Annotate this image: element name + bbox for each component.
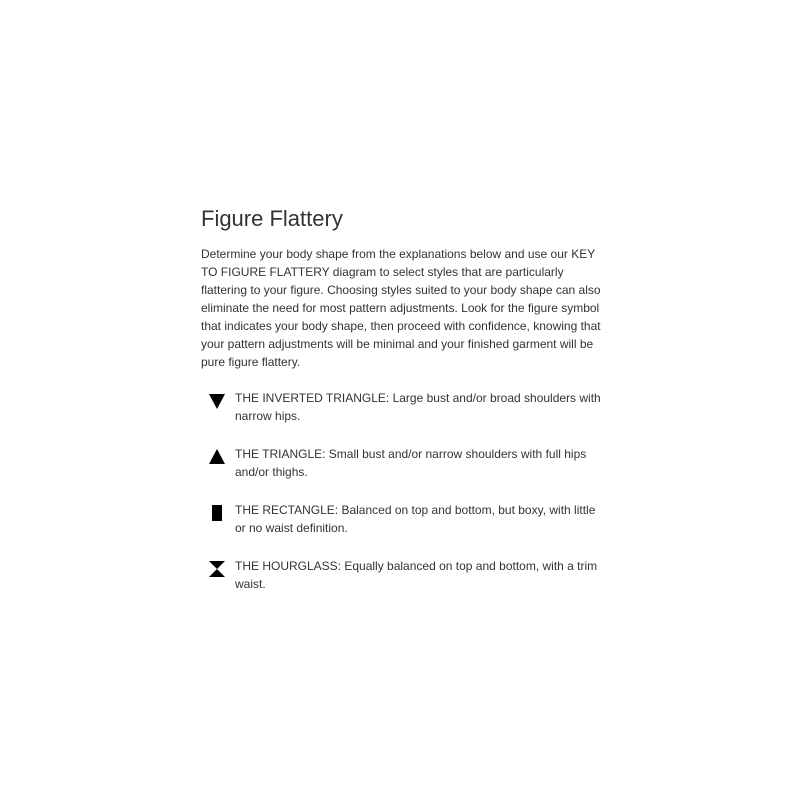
intro-paragraph: Determine your body shape from the explanations below and use our KEY TO FIGURE FLATTERY diagram to select styles that are particularly flattering to your figure. Choosing styles suited to your body shape can also eliminate the need for most pattern adjustments. Look for the figure symbol that indicates your body shape, then proceed with confidence, knowing that your pattern adjustments will be minimal and your finished garment will be pure figure flattery. [201,247,601,369]
list-item-hourglass [201,557,611,593]
list-item-text: THE RECTANGLE: Balanced on top and bottom, but boxy, with little or no waist definition. [235,503,596,535]
list-item-text: THE TRIANGLE: Small bust and/or narrow shoulders with full hips and/or thighs. [235,447,587,479]
list-item-rectangle [201,501,611,537]
list-item-inverted-triangle [201,389,611,425]
inverted-triangle-icon [209,393,225,411]
list-item-triangle [201,445,611,481]
page-title: Figure Flattery [201,206,343,231]
list-item-text: THE INVERTED TRIANGLE: Large bust and/or broad shoulders with narrow hips. [235,391,601,423]
body-shape-list [201,389,611,593]
rectangle-icon [209,505,225,523]
triangle-icon [209,449,225,467]
figure-flattery-section [201,205,611,613]
hourglass-icon [209,561,225,579]
list-item-text: THE HOURGLASS: Equally balanced on top and bottom, with a trim waist. [235,559,598,591]
